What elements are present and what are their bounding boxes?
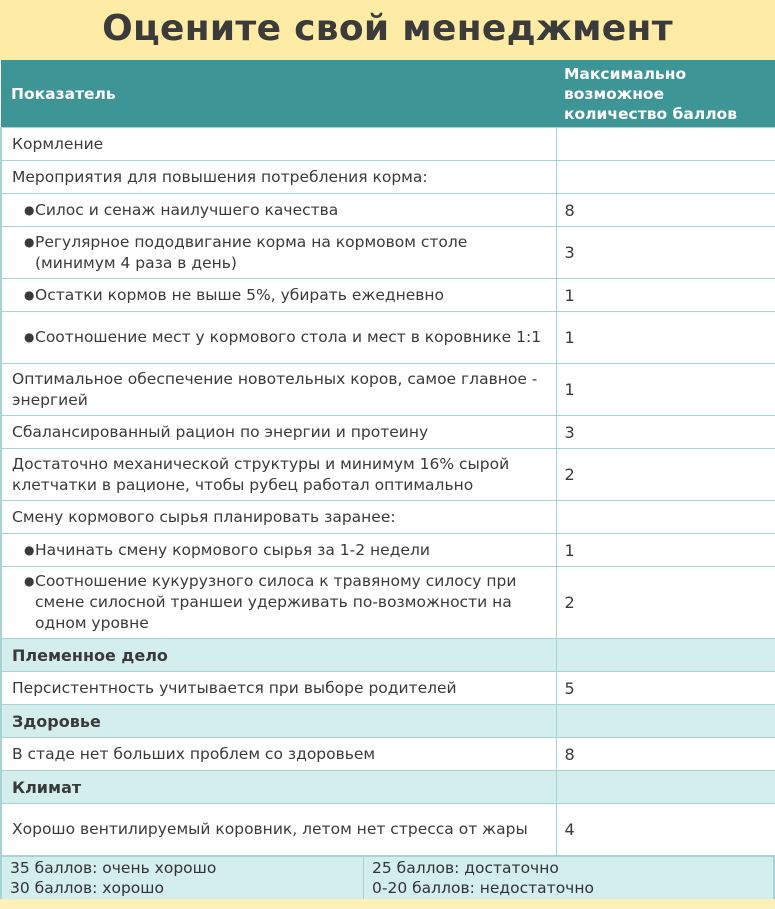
row-value (556, 639, 775, 672)
bullet-dot-icon: ● (24, 574, 35, 588)
page-title: Оцените свой менеджмент (102, 7, 673, 49)
table-row (1, 534, 775, 567)
row-value: 8 (556, 194, 775, 227)
row-value: 1 (556, 364, 775, 416)
title-bar (0, 0, 775, 60)
row-label: Начинать смену кормового сырья за 1-2 недели (35, 540, 430, 559)
scoring-line: 25 баллов: достаточно (372, 859, 559, 877)
table-row (1, 194, 775, 227)
row-label-cell (1, 567, 556, 639)
row-label-cell (1, 194, 556, 227)
table-header-row (1, 60, 775, 128)
row-value: 8 (556, 738, 775, 771)
bullet-dot-icon: ● (24, 330, 35, 344)
section-title: Здоровье (1, 705, 556, 738)
bullet-dot-icon: ● (24, 234, 35, 249)
table-row (1, 416, 775, 449)
section-title: Племенное дело (1, 639, 556, 672)
table-row (1, 279, 775, 312)
scoring-line: 30 баллов: хорошо (10, 879, 164, 897)
table-row (1, 738, 775, 771)
column-header-max-points: Максимально возможное количество баллов (556, 60, 775, 128)
table-row (1, 449, 775, 501)
table-row (1, 128, 775, 161)
row-value (556, 161, 775, 194)
table-row (1, 227, 775, 279)
table-row (1, 501, 775, 534)
row-value (556, 705, 775, 738)
row-label-cell (1, 534, 556, 567)
row-label: Смену кормового сырья планировать заранее: (1, 501, 556, 534)
row-value: 4 (556, 804, 775, 856)
table-row (1, 312, 775, 364)
row-label: Остатки кормов не выше 5%, убирать ежедневно (35, 285, 445, 304)
row-label-cell (1, 227, 556, 279)
scoring-line: 0-20 баллов: недостаточно (372, 879, 594, 897)
bullet-dot-icon: ● (24, 287, 35, 302)
row-value (556, 128, 775, 161)
row-label: В стаде нет больших проблем со здоровьем (1, 738, 556, 771)
row-label: Силос и сенаж наилучшего качества (35, 200, 339, 219)
scoring-legend-right (364, 857, 602, 899)
row-value: 5 (556, 672, 775, 705)
table-row (1, 672, 775, 705)
row-label: Оптимальное обеспечение новотельных коров, самое главное - энергией (1, 364, 556, 416)
section-row-breeding (1, 639, 775, 672)
row-label: Персистентность учитывается при выборе родителей (1, 672, 556, 705)
section-title: Климат (1, 771, 556, 804)
row-label: Хорошо вентилируемый коровник, летом нет стресса от жары (1, 804, 556, 856)
row-label-cell (1, 279, 556, 312)
row-label: Соотношение кукурузного силоса к травяному силосу при смене силосной траншеи удерживать по-возможности на одном уровне (35, 572, 517, 632)
row-value: 3 (556, 416, 775, 449)
bullet-dot-icon: ● (24, 542, 35, 557)
scoring-line: 35 баллов: очень хорошо (10, 859, 217, 877)
row-value (556, 501, 775, 534)
row-value: 1 (556, 534, 775, 567)
row-value (556, 771, 775, 804)
section-row-climate (1, 771, 775, 804)
scoring-legend (0, 856, 775, 899)
row-label: Соотношение мест у кормового стола и мест в коровнике 1:1 (35, 328, 542, 346)
table-row (1, 804, 775, 856)
table-row (1, 364, 775, 416)
column-header-indicator: Показатель (1, 60, 556, 128)
row-value: 1 (556, 279, 775, 312)
table-row (1, 567, 775, 639)
row-label: Кормление (1, 128, 556, 161)
section-row-health (1, 705, 775, 738)
row-value: 2 (556, 449, 775, 501)
row-value: 2 (556, 567, 775, 639)
table-row (1, 161, 775, 194)
row-label: Достаточно механической структуры и минимум 16% сырой клетчатки в рационе, чтобы рубец работал оптимально (1, 449, 556, 501)
management-score-table (0, 60, 775, 856)
bottom-strip (0, 899, 775, 909)
row-label: Мероприятия для повышения потребления корма: (1, 161, 556, 194)
scoring-legend-left (2, 857, 364, 899)
row-label: Регулярное пододвигание корма на кормовом столе (минимум 4 раза в день) (35, 232, 468, 272)
bullet-dot-icon: ● (24, 202, 35, 217)
row-label-cell (1, 312, 556, 364)
row-value: 3 (556, 227, 775, 279)
row-label: Сбалансированный рацион по энергии и протеину (1, 416, 556, 449)
row-value: 1 (556, 312, 775, 364)
